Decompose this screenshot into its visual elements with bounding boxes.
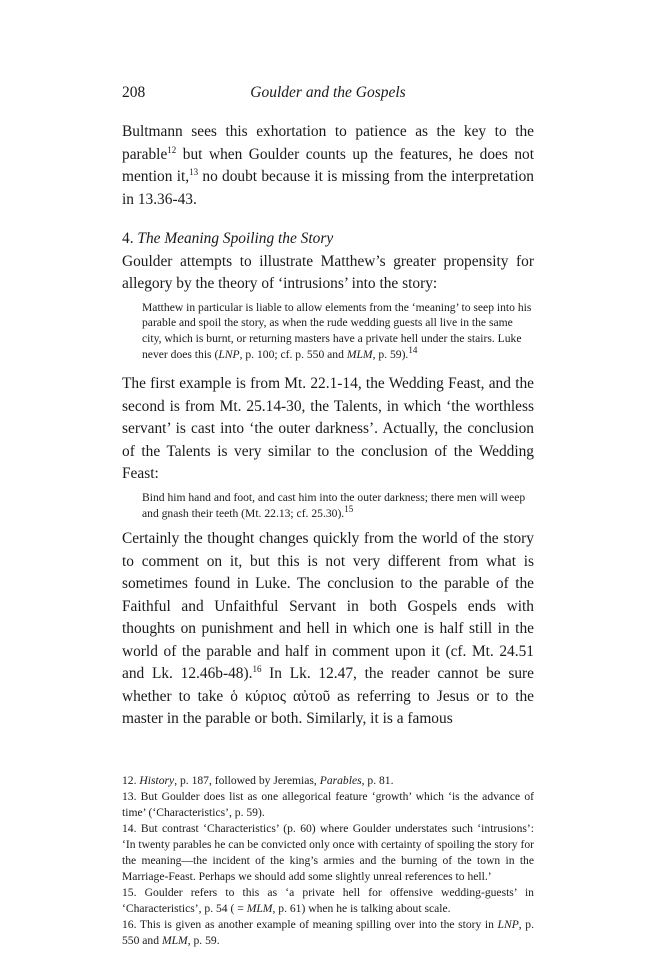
footnote-12: 12. History, p. 187, followed by Jeremias, Parables, p. 81. <box>122 773 394 787</box>
block-quote-intrusions: Matthew in particular is liable to allow elements from the ‘meaning’ to seep into his parable and spoil the story, as when the rude wedding guests all live in the same city, which is burnt, or returning masters have a private hell under the stairs. Luke never does this (LNP, p. 100; cf. p. 550 and MLM, p. 59).$^{14}$ <box>142 300 532 362</box>
footnote-14: 14. But contrast ‘Characteristics’ (p. 60) where Goulder understates such ‘intrusions’: ‘In twenty parables he can be convicted only once with certainty of spoiling the story for the meaning—the incident of the king’s armies and the burning of the town in the Marriage-Feast. Perhaps we should add some slightly unreal references to hell.’ <box>122 821 534 883</box>
running-title: Goulder and the Gospels <box>250 84 406 101</box>
footnote-13: 13. But Goulder does list as one allegorical feature ‘growth’ which ‘is the advance of time’ (‘Characteristics’, p. 59). <box>122 789 534 819</box>
footnotes <box>122 773 534 949</box>
section-title: The Meaning Spoiling the Story <box>137 230 334 247</box>
footnote-ref-14[interactable]: 14 <box>408 345 418 356</box>
paragraph-examples: The first example is from Mt. 22.1-14, the Wedding Feast, and the second is from Mt. 25.14-30, the Talents, in which ‘the worthless servant’ is cast into ‘the outer darkness’. Actually, the conclusion of the Talents is very similar to the conclusion of the Wedding Feast: <box>122 375 534 483</box>
section-number: 4. <box>122 230 138 247</box>
section-heading <box>122 228 534 251</box>
footnote-ref-15[interactable]: 15 <box>344 503 354 514</box>
footnote-15: 15. Goulder refers to this as ‘a private hell for offensive wedding-guests’ in ‘Characteristics’, p. 54 ( = MLM, p. 61) when he is talking about scale. <box>122 885 534 915</box>
paragraph-luke-comparison: Certainly the thought changes quickly from the world of the story to comment on it, but this is not very different from what is sometimes found in Luke. The conclusion to the parable of the Faithful and Unfaithful Servant in both Gospels ends with thoughts on punishment and hell in which one is half still in the world of the parable and half in comment upon it (cf. Mt. 24.51 and Lk. 12.46b-48).$^{16}$ In Lk. 12.47, the reader cannot be sure whether to take ὁ κύριος αὐτοῦ as referring to Jesus or to the master in the parable or both. Similarly, it is a famous <box>122 530 534 728</box>
paragraph-bultmann: Bultmann sees this exhortation to patience as the key to the parable$^{12}$ but when Goulder counts up the features, he does not mention it,$^{13}$ no doubt because it is missing from the interpretation in 13.36-43. <box>122 123 534 208</box>
running-header <box>122 84 534 110</box>
block-quote-matthew: Bind him hand and foot, and cast him into the outer darkness; there men will weep and gnash their teeth (Mt. 22.13; cf. 25.30).$^{15}$ <box>142 490 526 520</box>
footnote-ref-12[interactable]: 12 <box>167 144 177 155</box>
page-number: 208 <box>122 84 146 101</box>
footnote-16: 16. This is given as another example of meaning spilling over into the story in LNP, p. 550 and MLM, p. 59. <box>122 917 534 947</box>
paragraph-goulder-intrusions: Goulder attempts to illustrate Matthew’s greater propensity for allegory by the theory of ‘intrusions’ into the story: <box>122 252 534 292</box>
footnote-ref-16[interactable]: 16 <box>252 664 262 675</box>
book-page <box>122 84 534 949</box>
footnote-ref-13[interactable]: 13 <box>189 166 199 177</box>
